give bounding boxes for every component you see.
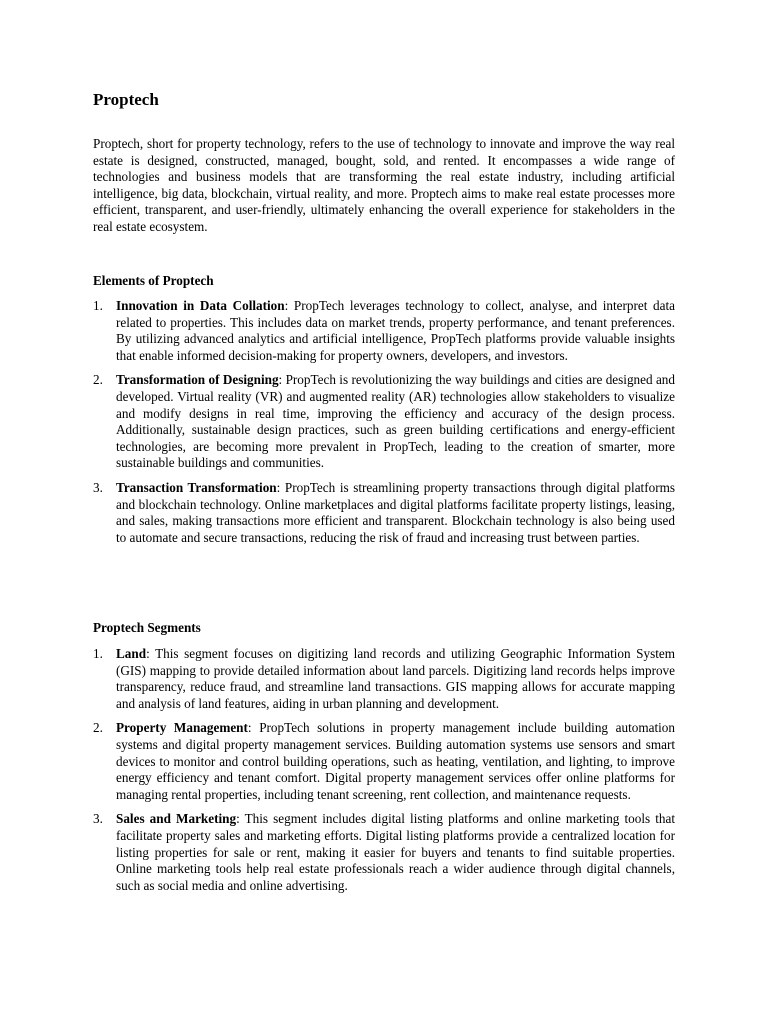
list-item-number: 3. <box>93 811 103 827</box>
list-item-text: : PropTech is streamlining property transactions through digital platforms and blockchain technology. Online marketplaces and digital platforms facilitate property listings, leasing, and sales, making transactions more efficient and transparent. Blockchain technology is also being used to automate and secure transactions, reducing the risk of fraud and increasing trust between parties. <box>116 479 675 545</box>
page-title: Proptech <box>93 90 159 109</box>
list-item-text: : This segment focuses on digitizing land records and utilizing Geographic Information System (GIS) mapping to provide detailed information about land parcels. Digitizing land records helps improve transparency, reduce fraud, and streamline land transactions. GIS mapping allows for accurate mapping and analysis of land features, aiding in urban planning and development. <box>116 646 675 711</box>
list-item-number: 1. <box>93 298 103 313</box>
list-item-number: 3. <box>93 479 103 495</box>
segments-list <box>93 646 675 894</box>
list-item-number: 2. <box>93 720 103 736</box>
elements-heading: Elements of Proptech <box>93 273 214 288</box>
list-item-text: : PropTech is revolutionizing the way buildings and cities are designed and developed. Virtual reality (VR) and augmented reality (AR) technologies allow stakeholders to visualize and modify designs in real time, improving the efficiency and accuracy of the design process. Additionally, sustainable design practices, such as green building certifications and energy-efficient technologies, are becoming more prevalent in PropTech, leading to the creation of smarter, more sustainable buildings and communities. <box>116 372 675 471</box>
list-item-term: Innovation in Data Collation <box>116 298 285 313</box>
list-item-text: : PropTech leverages technology to collect, analyse, and interpret data related to properties. This includes data on market trends, property performance, and tenant preferences. By utilizing advanced analytics and artificial intelligence, PropTech platforms provide valuable insights that enable informed decision-making for property owners, developers, and investors. <box>116 298 675 363</box>
list-item <box>93 646 675 712</box>
segments-heading: Proptech Segments <box>93 620 201 635</box>
list-item-term: Property Management <box>116 720 248 736</box>
list-item-number: 1. <box>93 646 103 661</box>
list-item-term: Sales and Marketing <box>116 811 237 827</box>
list-item-term: Transaction Transformation <box>116 479 277 495</box>
intro-paragraph: Proptech, short for property technology, refers to the use of technology to innovate and improve the way real estate is designed, constructed, managed, bought, sold, and rented. It encompasses a wide range of technologies and business models that are transforming the real estate industry, including artificial intelligence, big data, blockchain, virtual reality, and more. Proptech aims to make real estate processes more efficient, transparent, and user-friendly, ultimately enhancing the overall experience for stakeholders in the real estate ecosystem. <box>93 136 675 234</box>
list-item-term: Land <box>116 646 147 661</box>
list-item-text: : PropTech solutions in property management include building automation systems and digital property management services. Building automation systems use sensors and smart devices to monitor and control building operations, such as heating, ventilation, and lighting, to improve energy efficiency and tenant comfort. Digital property management services offer online platforms for managing rental properties, including tenant screening, rent collection, and maintenance requests. <box>116 720 675 802</box>
list-item <box>93 480 675 546</box>
list-item <box>93 372 675 472</box>
list-item-text: : This segment includes digital listing platforms and online marketing tools that facilitate property sales and marketing efforts. Digital listing platforms provide a centralized location for listing properties for sale or rent, making it easier for buyers and tenants to find suitable properties. Online marketing tools help real estate professionals reach a wider audience through digital channels, such as social media and online advertising. <box>116 811 675 893</box>
list-item <box>93 298 675 364</box>
list-item-number: 2. <box>93 372 103 388</box>
list-item <box>93 811 675 894</box>
list-item-term: Transformation of Designing <box>116 372 279 388</box>
list-item <box>93 720 675 803</box>
elements-list <box>93 298 675 546</box>
